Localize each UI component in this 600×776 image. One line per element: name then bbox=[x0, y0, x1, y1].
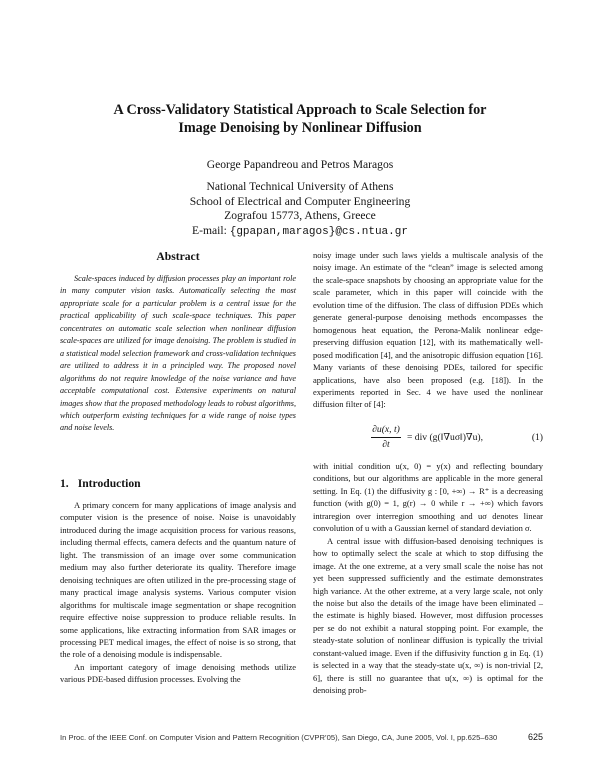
section-heading-introduction bbox=[60, 477, 141, 490]
right-paragraph-3: A central issue with diffusion-based denoising techniques is how to optimally select the scale at which to stop diffusing the image. At the one extreme, at a very small scale the noise has not yet been suppressed sufficiently and the estimate demonstrates high variance. At the other extreme, at a very large scale, not only the noise but also the details of the image have been eliminated – the estimate is highly biased. However, most diffusion processes per se do not exhibit a natural stopping point. For example, the steady-state solution of nonlinear diffusion is typically the trivial constant-valued image. Even if the diffusivity function g in Eq. (1) is selected in a way that the steady-state u(x, ∞) is non-trivial [2, 6], there is still no guarantee that u(x, ∞) is optimal for the denoising prob- bbox=[313, 535, 543, 696]
affiliation-university: National Technical University of Athens bbox=[206, 180, 394, 193]
right-column-paragraph-1 bbox=[313, 249, 543, 411]
footer-citation: In Proc. of the IEEE Conf. on Computer Vision and Pattern Recognition (CVPR’05), San Diego, CA, June 2005, Vol. I, pp.625–630 bbox=[60, 733, 498, 742]
equation-1 bbox=[313, 422, 543, 456]
section-number: 1. bbox=[60, 477, 69, 490]
affiliation-school: School of Electrical and Computer Engineering bbox=[189, 194, 411, 208]
affiliation-block bbox=[60, 180, 540, 239]
equation-numerator: ∂u(x, t) bbox=[371, 424, 401, 438]
equation-denominator: ∂t bbox=[382, 439, 390, 450]
introduction-body bbox=[60, 499, 296, 686]
abstract-text: Scale-spaces induced by diffusion processes play an important role in many computer vision tasks. Automatically selecting the most appropriate scale for a particular problem is a central issue for the practical applicability of such scale-space techniques. This paper concentrates on automatic scale selection when nonlinear diffusion scale-spaces are utilized for image denoising. The problem is studied in a statistical model selection framework and cross-validation techniques are utilized to address it in a principled way. The proposed novel algorithms do not require knowledge of the noise variance and have acceptable computational cost. Extensive experiments on natural images show that the proposed methodology leads to robust algorithms, which outperform existing techniques for a wide range of noise types and noise levels. bbox=[60, 274, 296, 433]
right-paragraph-2: with initial condition u(x, 0) = y(x) and reflecting boundary conditions, but our algorithms are applicable in the more general setting. In Eq. (1) the diffusivity g : [0, +∞) → R⁺ is a decreasing function (with g(0) = 1, g(r) → 0 while r → +∞) which favors intraregion over interregion smoothing and uσ denotes linear convolution of u with a Gaussian kernel of standard deviation σ. bbox=[313, 461, 543, 534]
author-names: George Papandreou and Petros Maragos bbox=[206, 158, 394, 171]
section-title: Introduction bbox=[77, 477, 141, 490]
affiliation-address: Zografou 15773, Athens, Greece bbox=[224, 209, 376, 223]
affiliation-email-line bbox=[60, 224, 540, 240]
paper-title bbox=[40, 101, 560, 137]
abstract-section bbox=[60, 250, 296, 435]
equation-right-hand-side: = div (g(‖∇uσ‖)∇u), bbox=[407, 432, 483, 443]
intro-paragraph-1: A primary concern for many applications of image analysis and computer vision is the presence of noise. Noise is unavoidably introduced during the image acquisition process for various reasons, including thermal effects, camera defects and the quantum nature of light. The transmission of an image over some communication medium may also further deteriorate its quality. Therefore image denoising techniques are often utilized in the pre-processing stage of many practical image analysis systems. Various computer vision algorithms for multiscale image segmentation or shape recognition require effective noise suppression to produce reliable results. In some applications, like extracting information from SAR images or processing PET medical images, the effect of noise is so strong, that the role of a denoising module is indispensable. bbox=[60, 500, 296, 660]
equation-fraction bbox=[371, 424, 401, 451]
abstract-heading: Abstract bbox=[156, 250, 200, 263]
email-label: E-mail: bbox=[192, 223, 227, 237]
page-number: 625 bbox=[527, 732, 543, 742]
intro-paragraph-2: An important category of image denoising methods utilize various PDE-based diffusion processes. Evolving the bbox=[60, 661, 296, 685]
email-address: {gpapan,maragos}@cs.ntua.gr bbox=[229, 225, 408, 238]
equation-number: (1) bbox=[531, 432, 543, 443]
title-line-1: A Cross-Validatory Statistical Approach to Scale Selection for bbox=[113, 102, 487, 118]
right-paragraph-1-text: noisy image under such laws yields a multiscale analysis of the noisy image. An estimate of the “clean” image is selected among the scale-space snapshots by choosing an appropriate value for the scale parameter, which in this paper will coincide with the evolution time of the diffusion. The class of diffusion PDEs which generate general-purpose denoising methods encompasses the homogenous heat equation, the Perona-Malik nonlinear edge-preserving diffusion equation [12], with its mathematically well-posed modification [4], and the anisotropic diffusion equation [16]. Many variants of these denoising PDEs, tailored for specific applications, have also been proposed (e.g. [18]). In the experiments reported in Sec. 4 we have used the nonlinear diffusion filter of [4]: bbox=[313, 250, 543, 410]
title-line-2: Image Denoising by Nonlinear Diffusion bbox=[178, 120, 422, 136]
right-column-continued bbox=[313, 460, 543, 697]
